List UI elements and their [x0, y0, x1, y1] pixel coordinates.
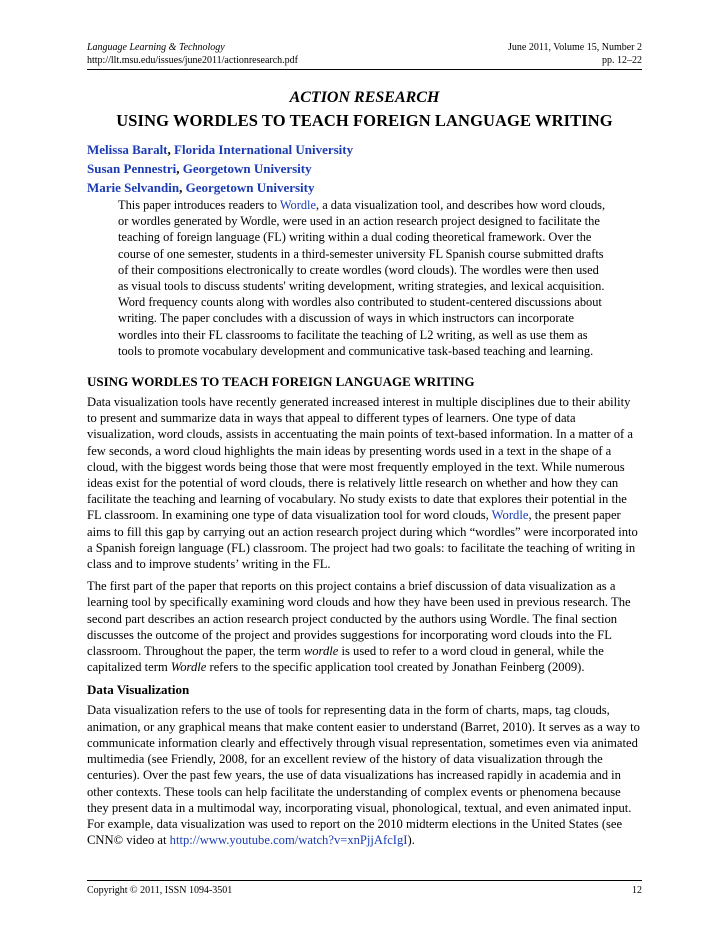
- author-list: [87, 140, 642, 197]
- author-name: Susan Pennestri: [87, 161, 177, 176]
- copyright: Copyright © 2011, ISSN 1094-3501: [87, 885, 233, 896]
- wordle-link[interactable]: Wordle: [279, 198, 317, 212]
- page-footer: [87, 880, 642, 897]
- youtube-link[interactable]: http://www.youtube.com/watch?v=xnPjjAfcIgI: [169, 833, 408, 848]
- author-line: Marie Selvandin, Georgetown University: [87, 180, 315, 195]
- author-name: Marie Selvandin: [87, 180, 180, 195]
- page-range: pp. 12–22: [602, 55, 642, 66]
- wordle-link[interactable]: Wordle: [491, 508, 529, 523]
- paragraph: The first part of the paper that reports on this project contains a brief discussion of data visualization as a learning tool by specifically examining word clouds and how they have been used in previous research. The second part describes an action research project conducted by the authors using Wordle. The final section discusses the outcome of the project and provides suggestions for incorporating word clouds into the FL classroom. Throughout the paper, the term wordle is used to refer to a word cloud in general, while the capitalized term Wordle refers to the specific application tool created by Jonathan Feinberg (2009).: [87, 579, 631, 675]
- page-number: 12: [632, 885, 642, 896]
- article-url: http://llt.msu.edu/issues/june2011/actionresearch.pdf: [87, 55, 298, 66]
- paragraph: Data visualization tools have recently generated increased interest in multiple disciplines due to their ability to present and summarize data in ways that appeal to different types of learners. One type of data visualization, word clouds, assists in accentuating the main points of text-based information. In a matter of a few seconds, a word cloud highlights the main ideas by presenting words used in a text in the shape of a cloud, with the biggest words being those that were most frequently employed in the text. While numerous ideas exist for the potential of word clouds, there is relatively little research on whether and how they can facilitate the teaching and learning of vocabulary. No study exists to date that explores their potential in the FL classroom. In examining one type of data visualization tool for word clouds, Wordle, the present paper aims to fill this gap by carrying out an action research project during which “wordles” were incorporated into a Spanish foreign language (FL) classroom. The project had two goals: to facilitate the teaching of writing in class and to improve students’ writing in the FL.: [87, 395, 638, 572]
- section-heading: USING WORDLES TO TEACH FOREIGN LANGUAGE WRITING: [87, 374, 475, 390]
- author-line: Melissa Baralt, Florida International University: [87, 142, 354, 157]
- subsection-heading: Data Visualization: [87, 682, 190, 698]
- author-affiliation: Georgetown University: [182, 161, 312, 176]
- issue-info: June 2011, Volume 15, Number 2: [508, 42, 642, 53]
- section-label: ACTION RESEARCH: [289, 89, 440, 106]
- abstract: This paper introduces readers to Wordle, a data visualization tool, and describes how word clouds, or wordles generated by Wordle, were used in an action research project designed to facilitate the teaching of foreign language (FL) writing within a dual coding theoretical framework. Over the course of one semester, students in a third-semester university FL Spanish course submitted drafts of their compositions electronically to create wordles (word clouds). The wordles were then used as visual tools to discuss students' writing development, writing strategies, and lexical acquisition. Word frequency counts along with wordles also contributed to student-centered discussions about writing. The paper concludes with a discussion of ways in which instructors can incorporate wordles into their FL classrooms to facilitate the teaching of L2 writing, as well as use them as tools to promote vocabulary development and communicative task-based teaching and learning.: [118, 198, 606, 358]
- journal-name: Language Learning & Technology: [87, 42, 225, 53]
- author-affiliation: Georgetown University: [185, 180, 315, 195]
- author-name: Melissa Baralt: [87, 142, 168, 157]
- header-rule: [87, 69, 642, 70]
- running-header: [87, 41, 642, 67]
- article-title: USING WORDLES TO TEACH FOREIGN LANGUAGE WRITING: [116, 111, 613, 130]
- paragraph: Data visualization refers to the use of tools for representing data in the form of charts, maps, tag clouds, animation, or any graphical means that make content easier to understand (Barret, 2010). It serves as a way to communicate information clearly and effectively through visual representation, sometimes even via animated multimedia (see Friendly, 2008, for an excellent review of the history of data visualization through the centuries). Over the past few years, the use of data visualizations has increased rapidly in academia and in other contexts. These tools can help facilitate the understanding of complex events or phenomena because they present data in a multimodal way, incorporating visual, phonological, textual, and even animated input. For example, data visualization was used to report on the 2010 midterm elections in the United States (see CNN© video at http://www.youtube.com/watch?v=xnPjjAfcIgI).: [87, 703, 640, 848]
- article-body: [87, 88, 642, 854]
- author-affiliation: Florida International University: [174, 142, 354, 157]
- author-line: Susan Pennestri, Georgetown University: [87, 161, 312, 176]
